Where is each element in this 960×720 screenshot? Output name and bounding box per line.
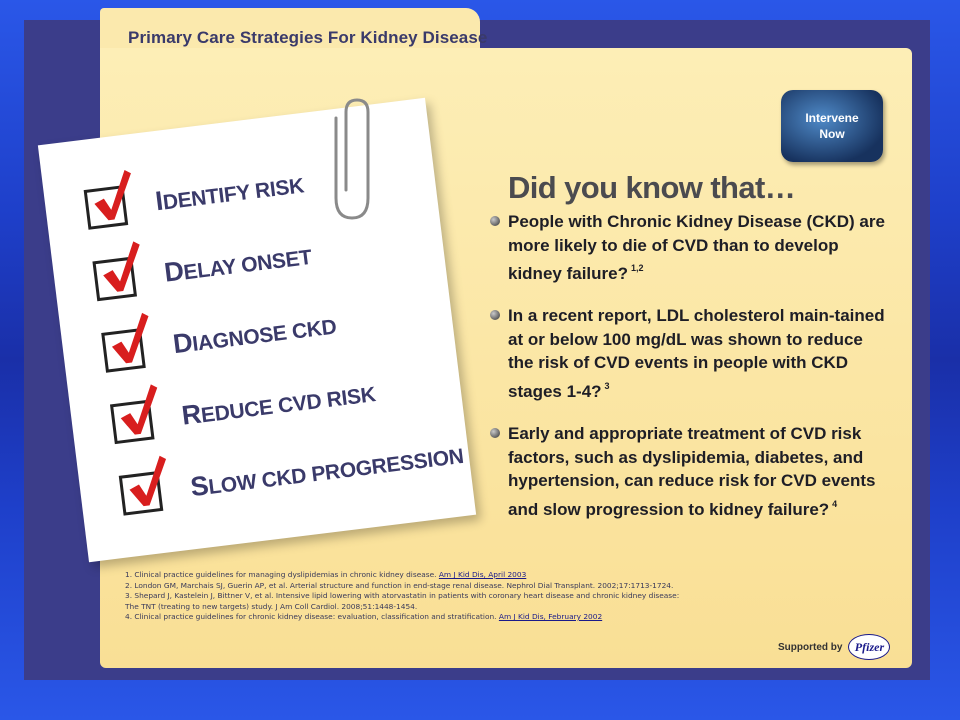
checklist-card	[38, 98, 476, 562]
checkbox-icon	[110, 400, 155, 445]
fact-text: People with Chronic Kidney Disease (CKD) are more likely to die of CVD than to develop kidney failure? $^{1,2}$	[508, 212, 885, 283]
intervene-now-badge[interactable]	[781, 90, 883, 162]
pfizer-logo-text: Pfizer	[854, 639, 885, 654]
folder-tab-title: Primary Care Strategies For Kidney Disease	[128, 28, 488, 47]
intervene-now-label	[802, 110, 862, 142]
fact-bullet	[490, 304, 890, 403]
checklist-item	[91, 225, 315, 311]
checkbox-icon	[92, 257, 137, 302]
checkbox-icon	[84, 185, 129, 230]
checklist-item-label: DELAY ONSET	[162, 245, 313, 288]
red-checkmark-icon	[86, 165, 138, 226]
badge-label-line2: Now	[819, 127, 845, 141]
checkbox-icon	[101, 328, 146, 373]
reference-link[interactable]: Am J Kid Dis, April 2003	[438, 570, 527, 579]
facts-heading: Did you know that…	[508, 170, 796, 205]
red-checkmark-icon	[121, 451, 173, 512]
reference-link[interactable]: Am J Kid Dis, February 2002	[498, 612, 603, 621]
red-checkmark-icon	[104, 308, 156, 369]
paperclip-icon	[314, 98, 384, 228]
references-list	[125, 570, 765, 623]
sponsor-block	[778, 634, 890, 660]
reference-item: 3. Shepard J, Kastelein J, Bittner V, et al. Intensive lipid lowering with atorvastatin in patients with coronary heart disease and chronic kidney disease:	[125, 591, 680, 600]
badge-label-line1: Intervene	[805, 111, 859, 125]
reference-item: 1. Clinical practice guidelines for managing dyslipidemias in chronic kidney disease. Am J Kid Dis, April 2003	[125, 570, 527, 579]
supported-by-label: Supported by	[778, 641, 843, 653]
checklist-item-label: REDUCE CVD RISK	[180, 382, 377, 431]
red-checkmark-icon	[113, 379, 165, 440]
reference-item: The TNT (treating to new targets) study. J Am Coll Cardiol. 2008;51:1448-1454.	[125, 601, 418, 611]
bullet-icon	[490, 310, 500, 320]
fact-text: In a recent report, LDL cholesterol main-tained at or below 100 mg/dL was shown to reduce the risk of CVD events in people with CKD stages 1-4? $^3$	[508, 306, 885, 401]
checklist-item-label: DIAGNOSE CKD	[171, 314, 338, 359]
pfizer-logo	[848, 634, 890, 660]
checklist-item-label: SLOW CKD PROGRESSION	[188, 444, 465, 502]
fact-bullet	[490, 210, 890, 286]
bullet-icon	[490, 428, 500, 438]
checklist-item	[82, 153, 307, 239]
fact-bullet	[490, 422, 890, 521]
checklist-item-label: IDENTIFY RISK	[153, 173, 306, 216]
checkbox-icon	[119, 471, 164, 516]
fact-text: Early and appropriate treatment of CVD risk factors, such as dyslipidemia, diabetes, and hypertension, can reduce risk for CVD events and slow progression to kidney failure? $^4$	[508, 424, 876, 519]
bullet-icon	[490, 216, 500, 226]
red-checkmark-icon	[95, 236, 147, 297]
checklist-item	[100, 295, 340, 383]
reference-item: 2. London GM, Marchais SJ, Guerin AP, et al. Arterial structure and function in end-stage renal disease. Nephrol Dial Transplant. 2002;17:1713-1724.	[125, 580, 674, 590]
reference-item: 4. Clinical practice guidelines for chronic kidney disease: evaluation, classification and stratification. Am J Kid Dis, February 2002	[125, 612, 603, 621]
